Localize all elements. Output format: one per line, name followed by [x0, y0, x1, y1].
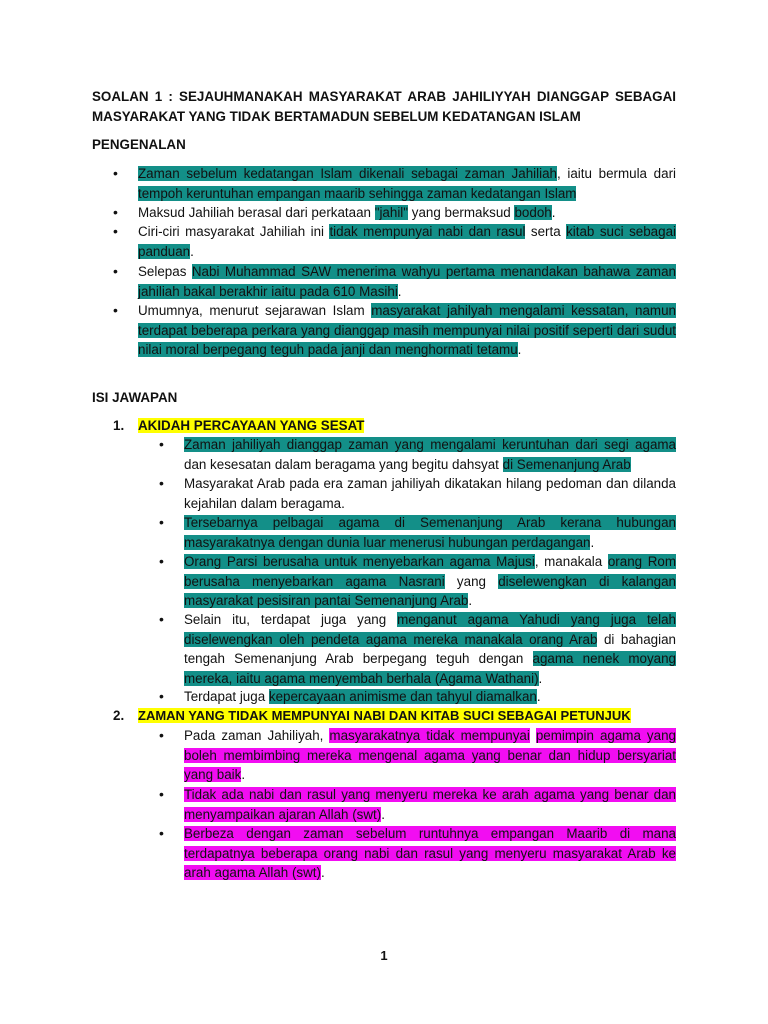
- section-title-1: AKIDAH PERCAYAAN YANG SESAT: [138, 418, 365, 433]
- intro-item-1: Zaman sebelum kedatangan Islam dikenali sebagai zaman Jahiliah, iaitu bermula dari tempoh keruntuhan empangan maarib sehingga zaman kedatangan Islam: [138, 166, 677, 201]
- bullet-icon: •: [113, 223, 118, 239]
- sec2-item-1: Pada zaman Jahiliyah, masyarakatnya tidak mempunyai pemimpin agama yang boleh membimbing mereka mengenal agama yang benar dan hidup bersyariat yang baik.: [184, 728, 676, 782]
- intro-item-4: Selepas Nabi Muhammad SAW menerima wahyu pertama menandakan bahawa zaman jahiliah bakal berakhir iaitu pada 610 Masihi.: [138, 264, 676, 299]
- bullet-icon: •: [159, 611, 164, 627]
- bullet-icon: •: [113, 302, 118, 318]
- sec2-item-2: Tidak ada nabi dan rasul yang menyeru mereka ke arah agama yang benar dan menyampaikan ajaran Allah (swt).: [184, 787, 676, 822]
- sec1-item-3: Tersebarnya pelbagai agama di Semenanjung Arab kerana hubungan masyarakatnya dengan dunia luar menerusi hubungan perdagangan.: [184, 515, 676, 550]
- section-number-1: 1.: [113, 418, 125, 433]
- bullet-icon: •: [159, 553, 164, 569]
- bullet-icon: •: [159, 688, 164, 704]
- question-title: SOALAN 1 : SEJAUHMANAKAH MASYARAKAT ARAB JAHILIYYAH DIANGGAP SEBAGAI MASYARAKAT YANG TIDAK BERTAMADUN SEBELUM KEDATANGAN ISLAM: [92, 89, 676, 124]
- section-heading-pengenalan: PENGENALAN: [92, 137, 186, 152]
- bullet-icon: •: [159, 514, 164, 530]
- intro-item-5: Umumnya, menurut sejarawan Islam masyarakat jahilyah mengalami kessatan, namun terdapat beberapa perkara yang dianggap masih mempunyai nilai positif seperti dari sudut nilai moral berpegang teguh pada janji dan menghormati tetamu.: [138, 303, 676, 357]
- bullet-icon: •: [159, 727, 164, 743]
- page-number: 1: [380, 948, 388, 963]
- sec1-item-1: Zaman jahiliyah dianggap zaman yang mengalami keruntuhan dari segi agama dan kesesatan dalam beragama yang begitu dahsyat di Semenanjung Arab: [184, 437, 676, 472]
- bullet-icon: •: [159, 475, 164, 491]
- section-title-2: ZAMAN YANG TIDAK MEMPUNYAI NABI DAN KITAB SUCI SEBAGAI PETUNJUK: [138, 708, 631, 723]
- sec2-item-3: Berbeza dengan zaman sebelum runtuhnya empangan Maarib di mana terdapatnya beberapa orang nabi dan rasul yang menyeru masyarakat Arab ke arah agama Allah (swt).: [184, 826, 676, 880]
- section-number-2: 2.: [113, 708, 125, 723]
- sec1-item-2: Masyarakat Arab pada era zaman jahiliyah dikatakan hilang pedoman dan dilanda kejahilan dalam beragama.: [184, 476, 676, 511]
- bullet-icon: •: [113, 204, 118, 220]
- sec1-item-4: Orang Parsi berusaha untuk menyebarkan agama Majusi, manakala orang Rom berusaha menyebarkan agama Nasrani yang diselewengkan di kalangan masyarakat pesisiran pantai Semenanjung Arab.: [184, 554, 676, 608]
- bullet-icon: •: [113, 263, 118, 279]
- bullet-icon: •: [159, 786, 164, 802]
- bullet-icon: •: [113, 165, 118, 181]
- intro-item-3: Ciri-ciri masyarakat Jahiliah ini tidak mempunyai nabi dan rasul serta kitab suci sebagai panduan.: [138, 224, 676, 259]
- bullet-icon: •: [159, 825, 164, 841]
- sec1-item-6: Terdapat juga kepercayaan animisme dan tahyul diamalkan.: [184, 689, 541, 704]
- sec1-item-5: Selain itu, terdapat juga yang menganut agama Yahudi yang juga telah diselewengkan oleh pendeta agama mereka manakala orang Arab di bahagian tengah Semenanjung Arab berpegang teguh dengan agama nenek moyang mereka, iaitu agama menyembah berhala (Agama Wathani).: [184, 612, 676, 686]
- bullet-icon: •: [159, 436, 164, 452]
- section-heading-isi-jawapan: ISI JAWAPAN: [92, 390, 178, 405]
- intro-item-2: Maksud Jahiliah berasal dari perkataan "jahil" yang bermaksud bodoh.: [138, 205, 556, 220]
